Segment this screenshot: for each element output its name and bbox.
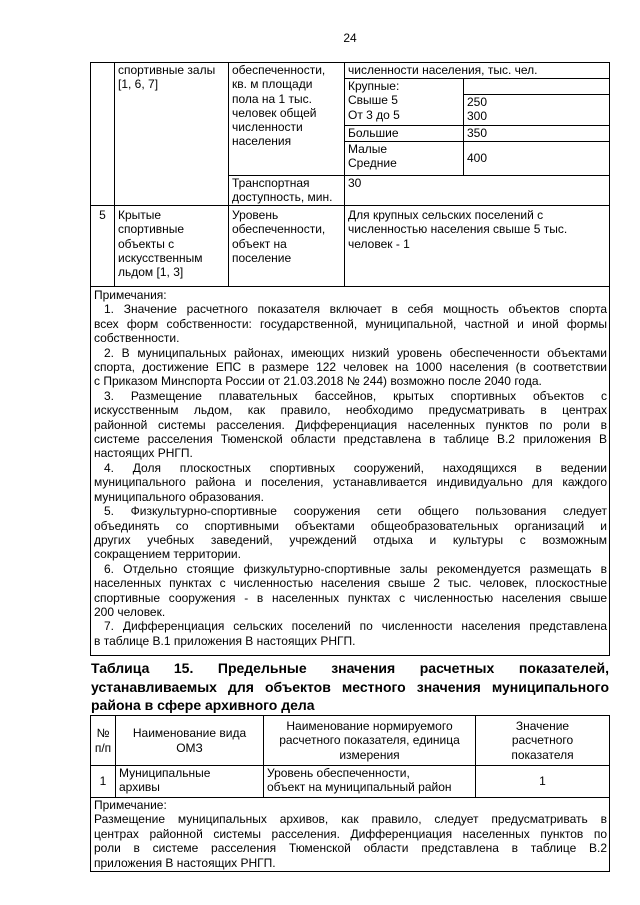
archive-note-line: приложения В настоящих РНГП.	[94, 855, 276, 870]
note-line: собственности.	[94, 331, 180, 346]
row-number: 5	[90, 205, 115, 287]
group-label-large: Крупные: Свыше 5 От 3 до 5	[344, 78, 464, 126]
note-line: муниципального района и поселения, устанавливается индивидуально для каждого	[94, 475, 607, 490]
column-header-number: № п/п	[90, 715, 116, 766]
indicator-transport: Транспортная доступность, мин.	[228, 175, 345, 206]
note-6	[94, 562, 607, 620]
note-line: 7. Дифференциация сельских поселений по численности населения представлена	[104, 619, 607, 634]
object-name-sports-halls: спортивные залы [1, 6, 7]	[114, 62, 229, 206]
transport-value: 30	[344, 175, 610, 206]
group-value-small-medium: 400	[463, 141, 610, 176]
note-line: 3. Размещение плавательных бассейнов, крытых спортивных объектов с	[104, 388, 607, 403]
archive-note-title: Примечание:	[94, 798, 167, 812]
heading-line: устанавливаемых для объектов местного значения муниципального	[91, 678, 609, 695]
heading-line: района в сфере архивного дела	[91, 697, 315, 713]
group-label-small-medium: Малые Средние	[344, 141, 464, 176]
indicator-provision-settlement: Уровень обеспеченности, объект на поселение	[228, 205, 345, 287]
note-line: объединять со спортивными объектами общеобразовательных организаций и	[94, 518, 607, 533]
archive-note-line: Размещение муниципальных архивов, как правило, следует предусматривать в	[94, 812, 607, 827]
note-3	[94, 389, 607, 461]
indicator-value: 1	[475, 765, 610, 798]
group-label-big: Большие	[344, 125, 464, 142]
note-4	[94, 461, 607, 504]
column-header-indicator: Наименование нормируемого расчетного показателя, единица измерения	[263, 715, 476, 766]
notes-title: Примечания:	[94, 288, 167, 302]
note-line: муниципального образования.	[94, 489, 265, 504]
group-value-large-blank	[463, 78, 610, 95]
note-line: 200 человек.	[94, 604, 166, 619]
note-line: в таблице В.1 приложения В настоящих РНГП.	[94, 633, 356, 648]
note-line: с Приказом Минспорта России от 21.03.2018 № 244) возможно после 2040 года.	[94, 374, 542, 389]
note-line: 1. Значение расчетного показателя включает в себя мощность объектов спорта	[104, 302, 607, 317]
group-value-large: 250 300	[463, 94, 610, 126]
notes-cell	[90, 286, 610, 656]
table-15-heading	[91, 659, 609, 715]
note-line: всех форм собственности: государственной, муниципальной, частной и иной формы	[94, 316, 607, 331]
note-line: системе расселения Тюменской области представлена в таблице В.2 приложения В	[94, 432, 607, 447]
note-2	[94, 346, 607, 389]
page-number: 24	[343, 31, 357, 45]
indicator-name: Уровень обеспеченности, объект на муниципальный район	[263, 765, 476, 798]
note-line: искусственным льдом, как правило, необходимо предусматривать в центрах	[94, 403, 607, 418]
note-line: спорта, достижение ЕПС в размере 122 человек на 1000 населения (в соответствии	[94, 360, 607, 375]
ice-facilities-value: Для крупных сельских поселений с численностью населения свыше 5 тыс. человек - 1	[344, 205, 610, 287]
row-number: 1	[90, 765, 116, 798]
note-1	[94, 302, 607, 345]
note-line: 2. В муниципальных районах, имеющих низкий уровень обеспеченности объектами	[104, 345, 607, 360]
note-5	[94, 504, 607, 562]
population-group-header: численности населения, тыс. чел.	[344, 62, 610, 79]
archive-note-cell	[90, 797, 610, 872]
archive-note-line: центрах районной системы расселения. Дифференциация населенных пунктов по	[94, 826, 607, 841]
group-value-big: 350	[463, 125, 610, 142]
note-line: населенных пунктах с численностью населения свыше 2 тыс. человек, плоскостные	[94, 576, 607, 591]
note-line: других учебных заведений, учреждений отдыха и культуры с возможным	[94, 532, 607, 547]
note-7	[94, 619, 607, 648]
note-line: 5. Физкультурно-спортивные сооружения сети общего пользования следует	[104, 504, 607, 519]
note-line: сокращением территории.	[94, 547, 241, 562]
note-line: 4. Доля плоскостных спортивных сооружений, находящихся в ведении	[104, 460, 607, 475]
note-line: 6. Отдельно стоящие физкультурно-спортивные залы рекомендуется размещать в	[104, 561, 607, 576]
note-line: настоящих РНГП.	[94, 446, 193, 461]
note-line: районной системы расселения. Дифференциация населенных пунктов по роли в	[94, 417, 607, 432]
column-header-value: Значение расчетного показателя	[475, 715, 610, 766]
heading-line: Таблица 15. Предельные значения расчетных показателей,	[91, 660, 609, 676]
column-header-omz: Наименование вида ОМЗ	[115, 715, 264, 766]
archive-note-line: роли в системе расселения Тюменской области представлена в таблице В.2	[94, 841, 607, 856]
object-name-ice-facilities: Крытые спортивные объекты с искусственным льдом [1, 3]	[114, 205, 229, 287]
indicator-provision: обеспеченности, кв. м площади пола на 1 тыс. человек общей численности населения	[228, 62, 345, 176]
omz-name: Муниципальные архивы	[115, 765, 264, 798]
note-line: спортивные сооружения - в населенных пунктах с численностью населения свыше	[94, 590, 607, 605]
row-number-cell	[90, 62, 115, 206]
